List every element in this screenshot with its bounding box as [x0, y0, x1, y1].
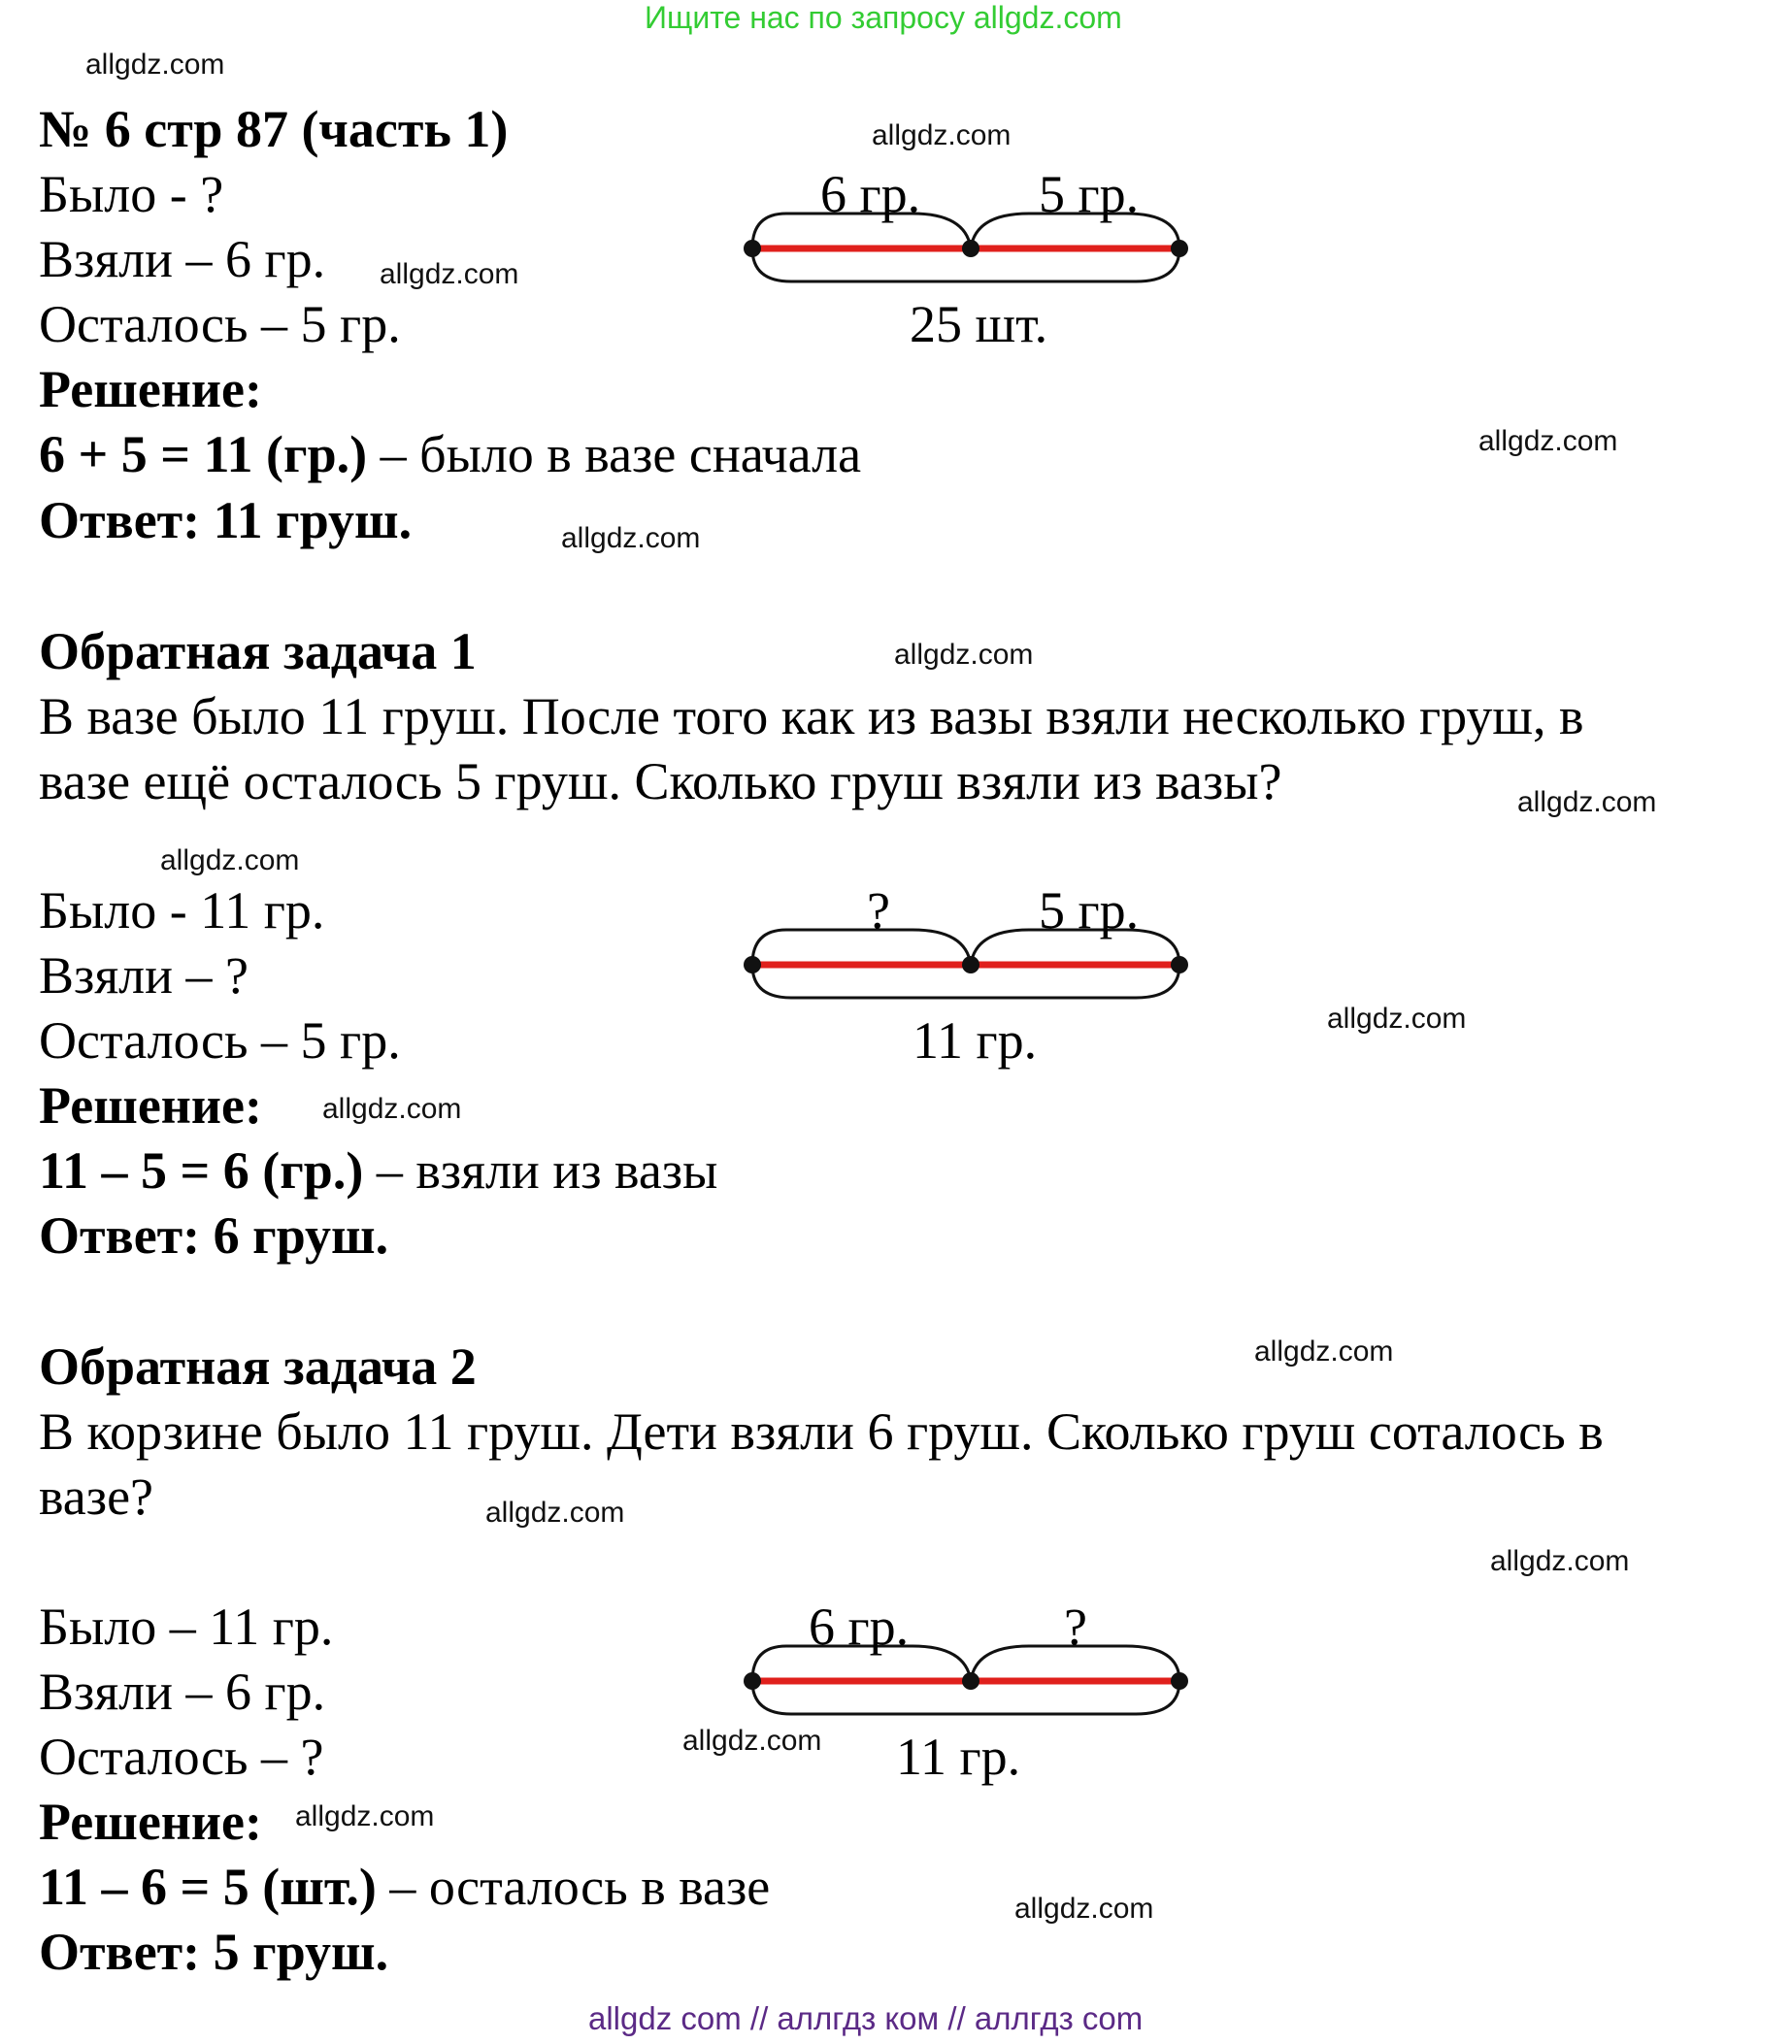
answer: Ответ: 11 груш. — [39, 491, 413, 549]
watermark: allgdz.com — [322, 1093, 462, 1125]
diagram-left-label: 6 гр. — [809, 1598, 910, 1656]
solution-line — [39, 1855, 770, 1919]
solution-label: Решение: — [39, 1076, 262, 1135]
watermark: allgdz.com — [1517, 786, 1657, 818]
equation-note: – взяли из вазы — [363, 1141, 718, 1200]
segment-point — [744, 956, 761, 973]
condition-line: Взяли – 6 гр. — [39, 1663, 326, 1721]
footer-links[interactable]: allgdz com // аллгдз ком // аллгдз com — [588, 2000, 1144, 2036]
search-banner[interactable]: Ищите нас по запросу allgdz.com — [645, 0, 1122, 35]
segment-point — [744, 1672, 761, 1690]
watermark: allgdz.com — [894, 639, 1034, 671]
segment-point — [962, 1672, 979, 1690]
section-title: Обратная задача 2 — [39, 1337, 477, 1396]
watermark: allgdz.com — [872, 119, 1012, 151]
watermark: allgdz.com — [1327, 1003, 1467, 1035]
diagram-right-label: 5 гр. — [1039, 165, 1140, 223]
condition-line: Было – 11 гр. — [39, 1598, 334, 1656]
condition-line: Осталось – 5 гр. — [39, 1011, 401, 1070]
watermark: allgdz.com — [682, 1725, 822, 1757]
segment-point — [744, 240, 761, 257]
segment-point — [962, 956, 979, 973]
solution-label: Решение: — [39, 1793, 262, 1851]
diagram-total-label: 25 шт. — [910, 295, 1048, 353]
watermark: allgdz.com — [485, 1497, 625, 1529]
condition-line: Осталось – 5 гр. — [39, 295, 401, 353]
solution-line — [39, 1138, 717, 1203]
equation: 11 – 5 = 6 (гр.) — [39, 1141, 364, 1200]
answer: Ответ: 6 груш. — [39, 1206, 389, 1265]
section-title: Обратная задача 1 — [39, 622, 477, 680]
condition-line: Было - 11 гр. — [39, 881, 325, 940]
equation: 11 – 6 = 5 (шт.) — [39, 1858, 377, 1916]
equation-note: – было в вазе сначала — [367, 425, 862, 483]
watermark: allgdz.com — [160, 844, 300, 876]
watermark: allgdz.com — [1490, 1545, 1630, 1577]
problem-text: В вазе было 11 груш. После того как из вазы взяли несколько груш, в — [39, 687, 1584, 745]
segment-point — [962, 240, 979, 257]
equation: 6 + 5 = 11 (гр.) — [39, 425, 368, 483]
condition-line: Взяли – ? — [39, 946, 249, 1005]
diagram-right-label: 5 гр. — [1039, 881, 1140, 940]
solution-line — [39, 422, 861, 486]
solution-label: Решение: — [39, 360, 262, 418]
page-title: № 6 стр 87 (часть 1) — [39, 100, 509, 158]
diagram-left-label: 6 гр. — [820, 165, 921, 223]
watermark: allgdz.com — [380, 258, 519, 290]
condition-line: Было - ? — [39, 165, 224, 223]
diagram-total-label: 11 гр. — [896, 1728, 1021, 1786]
condition-line: Взяли – 6 гр. — [39, 230, 326, 288]
segment-point — [1171, 1672, 1188, 1690]
problem-text: вазе? — [39, 1467, 154, 1526]
watermark: allgdz.com — [1254, 1335, 1394, 1368]
watermark: allgdz.com — [1478, 425, 1618, 457]
watermark: allgdz.com — [85, 49, 225, 81]
watermark: allgdz.com — [295, 1800, 435, 1832]
problem-text: вазе ещё осталось 5 груш. Сколько груш взяли из вазы? — [39, 752, 1282, 810]
diagram-right-label: ? — [1064, 1598, 1087, 1656]
watermark: allgdz.com — [1014, 1893, 1154, 1925]
left-brace — [752, 930, 971, 965]
answer: Ответ: 5 груш. — [39, 1923, 389, 1981]
diagram-total-label: 11 гр. — [913, 1011, 1038, 1070]
problem-text: В корзине было 11 груш. Дети взяли 6 груш. Сколько груш соталось в — [39, 1402, 1604, 1461]
segment-point — [1171, 956, 1188, 973]
condition-line: Осталось – ? — [39, 1728, 324, 1786]
diagram-left-label: ? — [867, 881, 890, 940]
watermark: allgdz.com — [561, 522, 701, 554]
segment-point — [1171, 240, 1188, 257]
equation-note: – осталось в вазе — [376, 1858, 771, 1916]
